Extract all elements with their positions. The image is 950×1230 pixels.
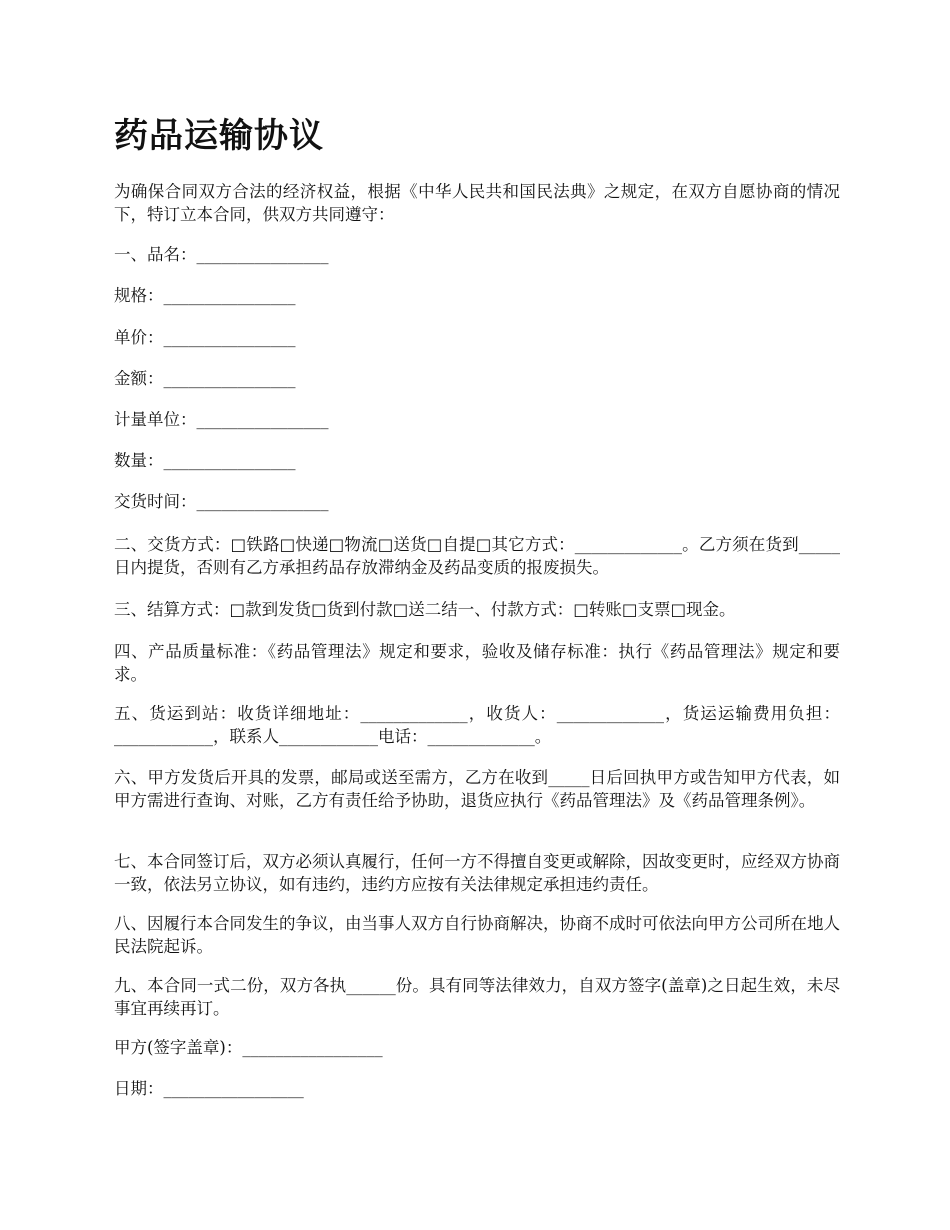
clause-6-invoice: 六、甲方发货后开具的发票，邮局或送至需方，乙方在收到_____日后回执甲方或告知甲方代表，如甲方需进行查询、对账，乙方有责任给予协助，退货应执行《药品管理法》及《药品管理条例》。 xyxy=(114,768,840,810)
field-measurement-unit: 计量单位：________________ xyxy=(114,410,329,429)
clause-8-dispute: 八、因履行本合同发生的争议，由当事人双方自行协商解决，协商不成时可依法向甲方公司所在地人民法院起诉。 xyxy=(114,914,840,956)
field-amount: 金额：________________ xyxy=(114,369,296,388)
clause-2-delivery-method: 二、交货方式：□铁路□快递□物流□送货□自提□其它方式：_____________。乙方须在货到_____日内提货，否则有乙方承担药品存放滞纳金及药品变质的报废损失。 xyxy=(114,535,840,577)
field-unit-price: 单价：________________ xyxy=(114,328,296,347)
clause-7-performance: 七、本合同签订后，双方必须认真履行，任何一方不得擅自变更或解除，因故变更时，应经双方协商一致，依法另立协议，如有违约，违约方应按有关法律规定承担违约责任。 xyxy=(114,852,840,894)
field-delivery-time: 交货时间：________________ xyxy=(114,492,329,511)
document-title: 药品运输协议 xyxy=(114,116,324,156)
intro-paragraph: 为确保合同双方合法的经济权益，根据《中华人民共和国民法典》之规定，在双方自愿协商的情况下，特订立本合同，供双方共同遵守： xyxy=(114,182,840,224)
signature-date: 日期：_________________ xyxy=(114,1079,304,1098)
clause-4-quality-standard: 四、产品质量标准：《药品管理法》规定和要求，验收及储存标准：执行《药品管理法》规定和要求。 xyxy=(114,642,840,684)
field-specification: 规格：________________ xyxy=(114,286,296,305)
clause-5-destination: 五、货运到站：收货详细地址：_____________，收货人：_____________，货运运输费用负担：____________，联系人____________电话：_____________。 xyxy=(114,704,840,746)
field-product-name: 一、品名：________________ xyxy=(114,245,329,264)
field-quantity: 数量：________________ xyxy=(114,451,296,470)
clause-3-settlement: 三、结算方式：□款到发货□货到付款□送二结一、付款方式：□转账□支票□现金。 xyxy=(114,600,736,619)
signature-party-a: 甲方(签字盖章)：_________________ xyxy=(114,1038,383,1057)
clause-9-copies: 九、本合同一式二份，双方各执______份。具有同等法律效力，自双方签字(盖章)之日起生效，未尽事宜再续再订。 xyxy=(114,976,840,1018)
